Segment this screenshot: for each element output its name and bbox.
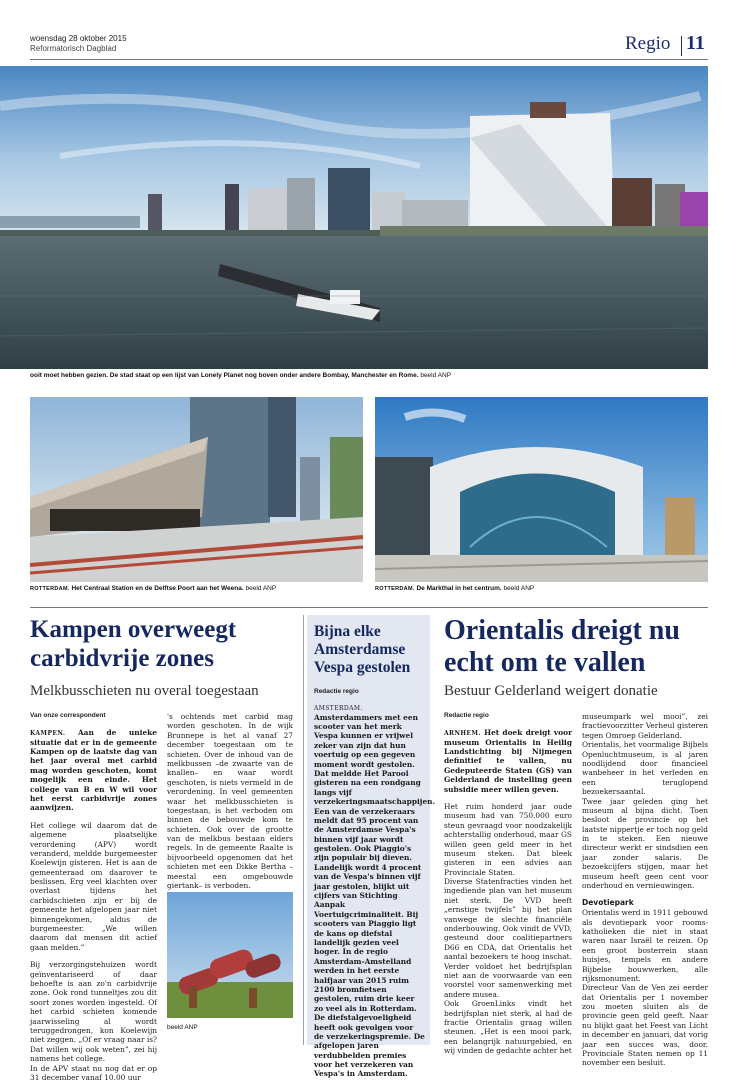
- kampen-headline-line1: Kampen overweegt: [30, 616, 237, 643]
- section-title: Regio: [625, 33, 671, 54]
- orientalis-paragraph: Orientalis werd in 1911 gebouwd als devotiepark voor rooms-katholieken die niet in staat waren naar Israël te reizen. Op een groot bosterrein staan huisjes, tempels en andere Bijbelse bouwwerken, alle rijksmonument.: [582, 908, 708, 983]
- small-photo-credit-text: beeld ANP: [167, 1024, 198, 1031]
- orientalis-headline: [444, 615, 714, 679]
- orientalis-paragraph: Twee jaar geleden ging het museum al bijna dicht. Toen besloot de provincie op het laatste nippertje er toch nog geld in te steken. Een nieuwe directeur werkt er sindsdien een jaar zonder salaris. De bezoekcijfers stijgen, maar het museum heeft geen cent voor onderhoud en vernieuwingen.: [582, 796, 708, 891]
- header-divider: [681, 36, 682, 56]
- kampen-paragraph: Het college wil daarom dat de algemene plaatselijke verordening (APV) wordt veranderd, meldde burgemeester Koelewijn gisteren. Het is aan de gemeenteraad om daarover te beslissen. Erg veel klachten over overlast tijdens het carbidschieten zijn er bij de gemeente het afgelopen jaar niet binnengekomen, aldus de burgemeester. „We willen daarom dat mensen dit actief gaan melden.”: [30, 820, 157, 952]
- left-caption-place: ROTTERDAM.: [30, 586, 70, 592]
- orientalis-paragraph: Directeur Van de Ven zei eerder dat Orientalis per 1 november zou moeten sluiten als de provincie geen geld geeft. Naar nu blijkt gaat het Feest van Licht in december en januari, dat vorig jaar een succes was, door. Provinciale Staten nemen op 11 november een besluit.: [582, 983, 708, 1068]
- kampen-subheadline: Melkbusschieten nu overal toegestaan: [30, 683, 259, 699]
- vespa-body: [314, 703, 436, 1079]
- left-caption-text: Het Centraal Station en de Delftse Poort aan het Weena.: [71, 585, 244, 592]
- right-caption-text: De Markthal in het centrum.: [416, 585, 502, 592]
- kampen-byline: Van onze correspondent: [30, 712, 106, 719]
- header-rule: [30, 59, 708, 60]
- kampen-lead: Aan de unieke situatie dat er in de gemeente Kampen op de laatste dag van het jaar overal met carbid mag worden geschoten, komt mogelijk een einde. Het college van B en W wil voor het eerst carbidvrije zones aanwijzen.: [30, 728, 157, 813]
- kampen-paragraph: Bij verzorgingstehuizen wordt geïnventariseerd of daar behoefte is aan zo'n carbidvrije zone. Ook rond tunneltjes zou dit soort zones worden ingesteld. Of het carbid schieten komende jaarwisseling al wordt teruggedrongen, kon Koelewijn niet zeggen. „Of er vraag naar is? Dat willen wij ook weten”, zei hij namens het college.: [30, 960, 157, 1064]
- right-caption-place: ROTTERDAM.: [375, 586, 415, 592]
- orientalis-paragraph: museumpark wel mooi”, zei fractievoorzitter Verheul gisteren tegen Omroep Gelderland.: [582, 712, 708, 740]
- vespa-byline: Redactie regio: [314, 688, 359, 695]
- kampen-paragraph: 's ochtends met carbid mag worden geschoten. In de wijk Brunnepe is het al vanaf 27 december toegestaan om te schieten. Over de inhoud van de melkbussen –de zwaarte van de knallen– en waar wordt geschoten, is niets vermeld in de verordening. In veel gemeenten waar het melkbusschieten is toegestaan, is het verboden om binnen de bebouwde kom te schieten. Ook over de grootte van de melkbus bestaan elders regels. In de gemeente Raalte is bijvoorbeeld opgenomen dat het schieten met een Dikke Bertha –meestal een omgebouwde giertank– is verboden.: [167, 712, 293, 891]
- page-number: 11: [686, 32, 705, 54]
- vespa-headline: Bijna elke Amsterdamse Vespa gestolen: [314, 623, 411, 677]
- top-photo-caption: [30, 372, 451, 379]
- top-caption-text: ooit moet hebben gezien. De stad staat op een lijst van Lonely Planet nog boven onder andere Bombay, Manchester en Rome.: [30, 372, 419, 379]
- issue-date: woensdag 28 oktober 2015: [30, 34, 127, 43]
- left-photo-caption: [30, 585, 276, 592]
- vespa-lead: Amsterdammers met een scooter van het merk Vespa kunnen er vrijwel zeker van zijn dat hun voertuig op een gegeven moment wordt gestolen. Dat meldde Het Parool gisteren na een rondgang langs vijf verzekeringsmaatschappijen. Een van de verzekeraars meldt dat 95 procent van de Amsterdamse Vespa's binnen vijf jaar wordt gestolen. Ook Piaggio's zijn populair bij dieven. Landelijk wordt 4 procent van de Vespa's binnen vijf jaar gestolen, blijkt uit cijfers van Stichting Aanpak Voertuigcriminaliteit. Bij scooters van Piaggio ligt de kans op diefstal landelijk gezien veel hoger. In de regio Amsterdam-Amstelland werden in het eerste halfjaar van 2015 ruim 2100 bromfietsen gestolen, ruim drie keer zo veel als in Rotterdam. De diefstalgevoeligheid heeft ook gevolgen voor de verzekeringspremie. De afgelopen jaren verdubbelden premies voor het verzekeren van Vespa's in Amsterdam.: [314, 712, 436, 1079]
- orientalis-paragraph: Orientalis, het voormalige Bijbels Openluchtmuseum, is al jaren noodlijdend door financieel wanbeheer in het verleden en een teruglopend bezoekersaantal.: [582, 740, 708, 797]
- orientalis-column-1: [444, 728, 572, 1064]
- orientalis-place: ARNHEM.: [444, 730, 481, 737]
- right-photo-caption: [375, 585, 534, 592]
- kampen-paragraph: In de APV staat nu nog dat er op 31 december vanaf 10.00 uur: [30, 1063, 157, 1082]
- small-photo-credit: [167, 1024, 198, 1031]
- orientalis-byline: Redactie regio: [444, 712, 489, 719]
- kampen-place: KAMPEN.: [30, 730, 66, 737]
- kampen-headline-line2: carbidvrije zones: [30, 645, 214, 673]
- orientalis-lead: Het doek dreigt voor museum Orientalis in Heilig Landstichting bij Nijmegen definitief te vallen, nu Gedeputeerde Staten (GS) van Gelderland de instelling geen subsidie meer willen geven.: [444, 728, 572, 794]
- right-caption-credit: beeld ANP: [503, 585, 535, 592]
- photo-carbid-cannons: [167, 892, 293, 1018]
- newspaper-name: Reformatorisch Dagblad: [30, 44, 117, 53]
- articles-rule: [30, 607, 708, 608]
- photo-rotterdam-skyline: [0, 66, 708, 369]
- orientalis-headline-line1: Orientalis dreigt nu: [444, 615, 680, 646]
- left-caption-credit: beeld ANP: [245, 585, 277, 592]
- top-caption-credit: beeld ANP: [420, 372, 452, 379]
- photo-centraal-station: [30, 397, 363, 582]
- vespa-place: AMSTERDAM.: [314, 705, 363, 712]
- sidebar-divider-left: [303, 615, 304, 1045]
- orientalis-column-2: [582, 712, 708, 1076]
- orientalis-subheadline: Bestuur Gelderland weigert donatie: [444, 683, 658, 699]
- photo-markthal: [375, 397, 708, 582]
- kampen-column-1: [30, 728, 157, 1090]
- kampen-headline: [30, 615, 300, 674]
- orientalis-headline-line2: echt om te vallen: [444, 646, 646, 678]
- orientalis-paragraph: Ook GroenLinks vindt het bedrijfsplan niet sterk, al had de fractie Orientalis graag willen steunen. „Het is een mooi park, een belangrijk natuurgebied, en wij vinden de gedachte achter het: [444, 999, 572, 1056]
- orientalis-paragraph: Diverse Statenfracties vinden het ingediende plan van het museum niet sterk. De VVD heeft „ernstige twijfels” bij het plan vanwege de slechte financiële onderbouwing. Ook vindt de VVD, gesteund door coalitiepartners D66 en CDA, dat Orientalis het aantal bezoekers te hoog inschat. Verder voldoet het bedrijfsplan niet aan de voorwaarde van een voorstel voor samenwerking met andere musea.: [444, 877, 572, 999]
- kampen-column-2: [167, 712, 293, 898]
- orientalis-paragraph: Het ruim honderd jaar oude museum had van 750.000 euro steun gevraagd voor noodzakelijk achterstallig onderhoud, maar GS willen geen geld meer in het museum steken. Dat bleek gisteren in een advies aan Provinciale Staten.: [444, 801, 572, 877]
- orientalis-subhead: Devotiepark: [582, 898, 634, 908]
